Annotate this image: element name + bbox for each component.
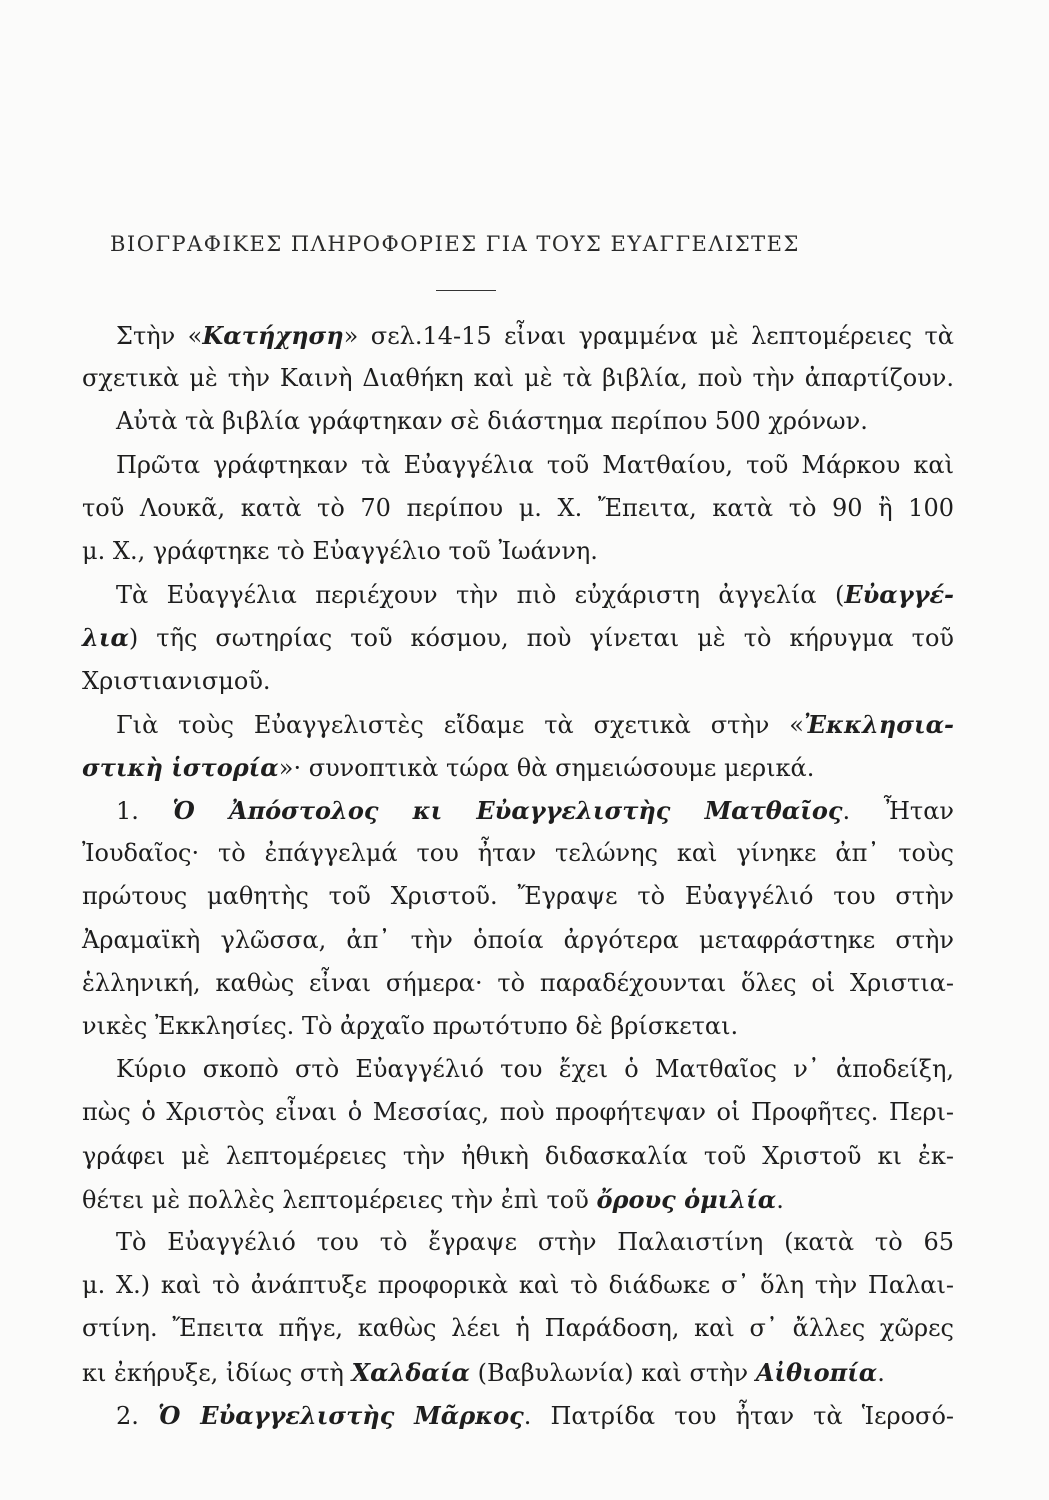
heading-rule xyxy=(436,290,496,291)
text-line: θέτει μὲ πολλὲς λεπτομέρειες τὴν ἐπὶ τοῦ ὄρους ὁμιλία. xyxy=(82,1184,784,1214)
section-heading-matthew: 1. Ὁ Ἀπόστολος κι Εὐαγγελιστὴς Ματθαῖος. Ἦταν xyxy=(116,796,954,826)
text-line: κι ἐκήρυξε, ἰδίως στὴ Χαλδαία (Βαβυλωνία) καὶ στὴν Αἰθιοπία. xyxy=(82,1357,885,1387)
text-line: μ. Χ., γράφτηκε τὸ Εὐαγγέλιο τοῦ Ἰωάννη. xyxy=(82,536,598,565)
emphasis: λια xyxy=(82,623,129,653)
emphasis: Ὁ Εὐαγγελιστὴς Μᾶρκος xyxy=(158,1400,524,1430)
text-line: Χριστιανισμοῦ. xyxy=(82,666,271,695)
text-line: μ. Χ.) καὶ τὸ ἀνάπτυξε προφορικὰ καὶ τὸ διάδωκε σ᾽ ὅλη τὴν Παλαι- xyxy=(82,1271,954,1300)
emphasis: στικὴ ἱστορία xyxy=(82,752,279,782)
text-line: λια) τῆς σωτηρίας τοῦ κόσμου, ποὺ γίνεται μὲ τὸ κήρυγμα τοῦ xyxy=(82,623,954,653)
text-line: ἑλληνική, καθὼς εἶναι σήμερα· τὸ παραδέχουνται ὅλες οἱ Χριστια- xyxy=(82,968,954,997)
text-line: πὼς ὁ Χριστὸς εἶναι ὁ Μεσσίας, ποὺ προφήτεψαν οἱ Προφῆτες. Περι- xyxy=(82,1098,954,1127)
emphasis: Ὁ Ἀπόστολος κι Εὐαγγελιστὴς Ματθαῖος xyxy=(172,796,843,826)
emphasis: Κατήχηση xyxy=(202,321,344,350)
section-heading-mark: 2. Ὁ Εὐαγγελιστὴς Μᾶρκος. Πατρίδα του ἦταν τὰ Ἱεροσό- xyxy=(116,1400,955,1430)
text-line: Πρῶτα γράφτηκαν τὰ Εὐαγγέλια τοῦ Ματθαίου, τοῦ Μάρκου καὶ xyxy=(116,450,954,479)
text-line: Κύριο σκοπὸ στὸ Εὐαγγέλιό του ἔχει ὁ Ματθαῖος ν᾽ ἀποδείξη, xyxy=(116,1055,954,1084)
text-line: Ἰουδαῖος· τὸ ἐπάγγελμά του ἦταν τελώνης καὶ γίνηκε ἀπ᾽ τοὺς xyxy=(82,839,954,868)
text-line: Αὐτὰ τὰ βιβλία γράφτηκαν σὲ διάστημα περίπου 500 χρόνων. xyxy=(116,407,868,436)
emphasis: Αἰθιοπία xyxy=(755,1357,878,1387)
text-line: Ἀραμαϊκὴ γλῶσσα, ἀπ᾽ τὴν ὁποία ἀργότερα μεταφράστηκε στὴν xyxy=(82,925,954,954)
text-line: Τὰ Εὐαγγέλια περιέχουν τὴν πιὸ εὐχάριστη ἀγγελία (Εὐαγγέ- xyxy=(116,580,954,610)
text-line: γράφει μὲ λεπτομέρειες τὴν ἠθικὴ διδασκαλία τοῦ Χριστοῦ κι ἐκ- xyxy=(82,1141,954,1170)
emphasis: ὄρους ὁμιλία xyxy=(596,1184,777,1214)
text-line: στίνη. Ἔπειτα πῆγε, καθὼς λέει ἡ Παράδοση, καὶ σ᾽ ἄλλες χῶρες xyxy=(82,1314,954,1343)
text-line: Γιὰ τοὺς Εὐαγγελιστὲς εἴδαμε τὰ σχετικὰ στὴν «Ἐκκλησια- xyxy=(116,709,954,739)
text-line: νικὲς Ἐκκλησίες. Τὸ ἀρχαῖο πρωτότυπο δὲ βρίσκεται. xyxy=(82,1012,739,1040)
text-line: στικὴ ἱστορία»· συνοπτικὰ τώρα θὰ σημειώσουμε μερικά. xyxy=(82,752,815,782)
emphasis: Χαλδαία xyxy=(351,1357,470,1387)
text-line: τοῦ Λουκᾶ, κατὰ τὸ 70 περίπου μ. Χ. Ἔπειτα, κατὰ τὸ 90 ἢ 100 xyxy=(82,493,954,522)
chapter-heading: ΒΙΟΓΡΑΦΙΚΕΣ ΠΛΗΡΟΦΟΡΙΕΣ ΓΙΑ ΤΟΥΣ ΕΥΑΓΓΕΛΙΣΤΕΣ xyxy=(110,232,800,256)
body-text xyxy=(82,314,954,1437)
emphasis: Εὐαγγέ- xyxy=(844,580,954,610)
emphasis: Ἐκκλησια- xyxy=(803,709,954,739)
text-line: Στὴν «Κατήχηση» σελ.14-15 εἶναι γραμμένα μὲ λεπτομέρειες τὰ xyxy=(116,321,955,350)
text-line: σχετικὰ μὲ τὴν Καινὴ Διαθήκη καὶ μὲ τὰ βιβλία, ποὺ τὴν ἀπαρτίζουν. xyxy=(82,364,954,393)
text-line: πρώτους μαθητὴς τοῦ Χριστοῦ. Ἔγραψε τὸ Εὐαγγέλιό του στὴν xyxy=(82,882,954,911)
text-line: Τὸ Εὐαγγέλιό του τὸ ἔγραψε στὴν Παλαιστίνη (κατὰ τὸ 65 xyxy=(116,1227,954,1256)
